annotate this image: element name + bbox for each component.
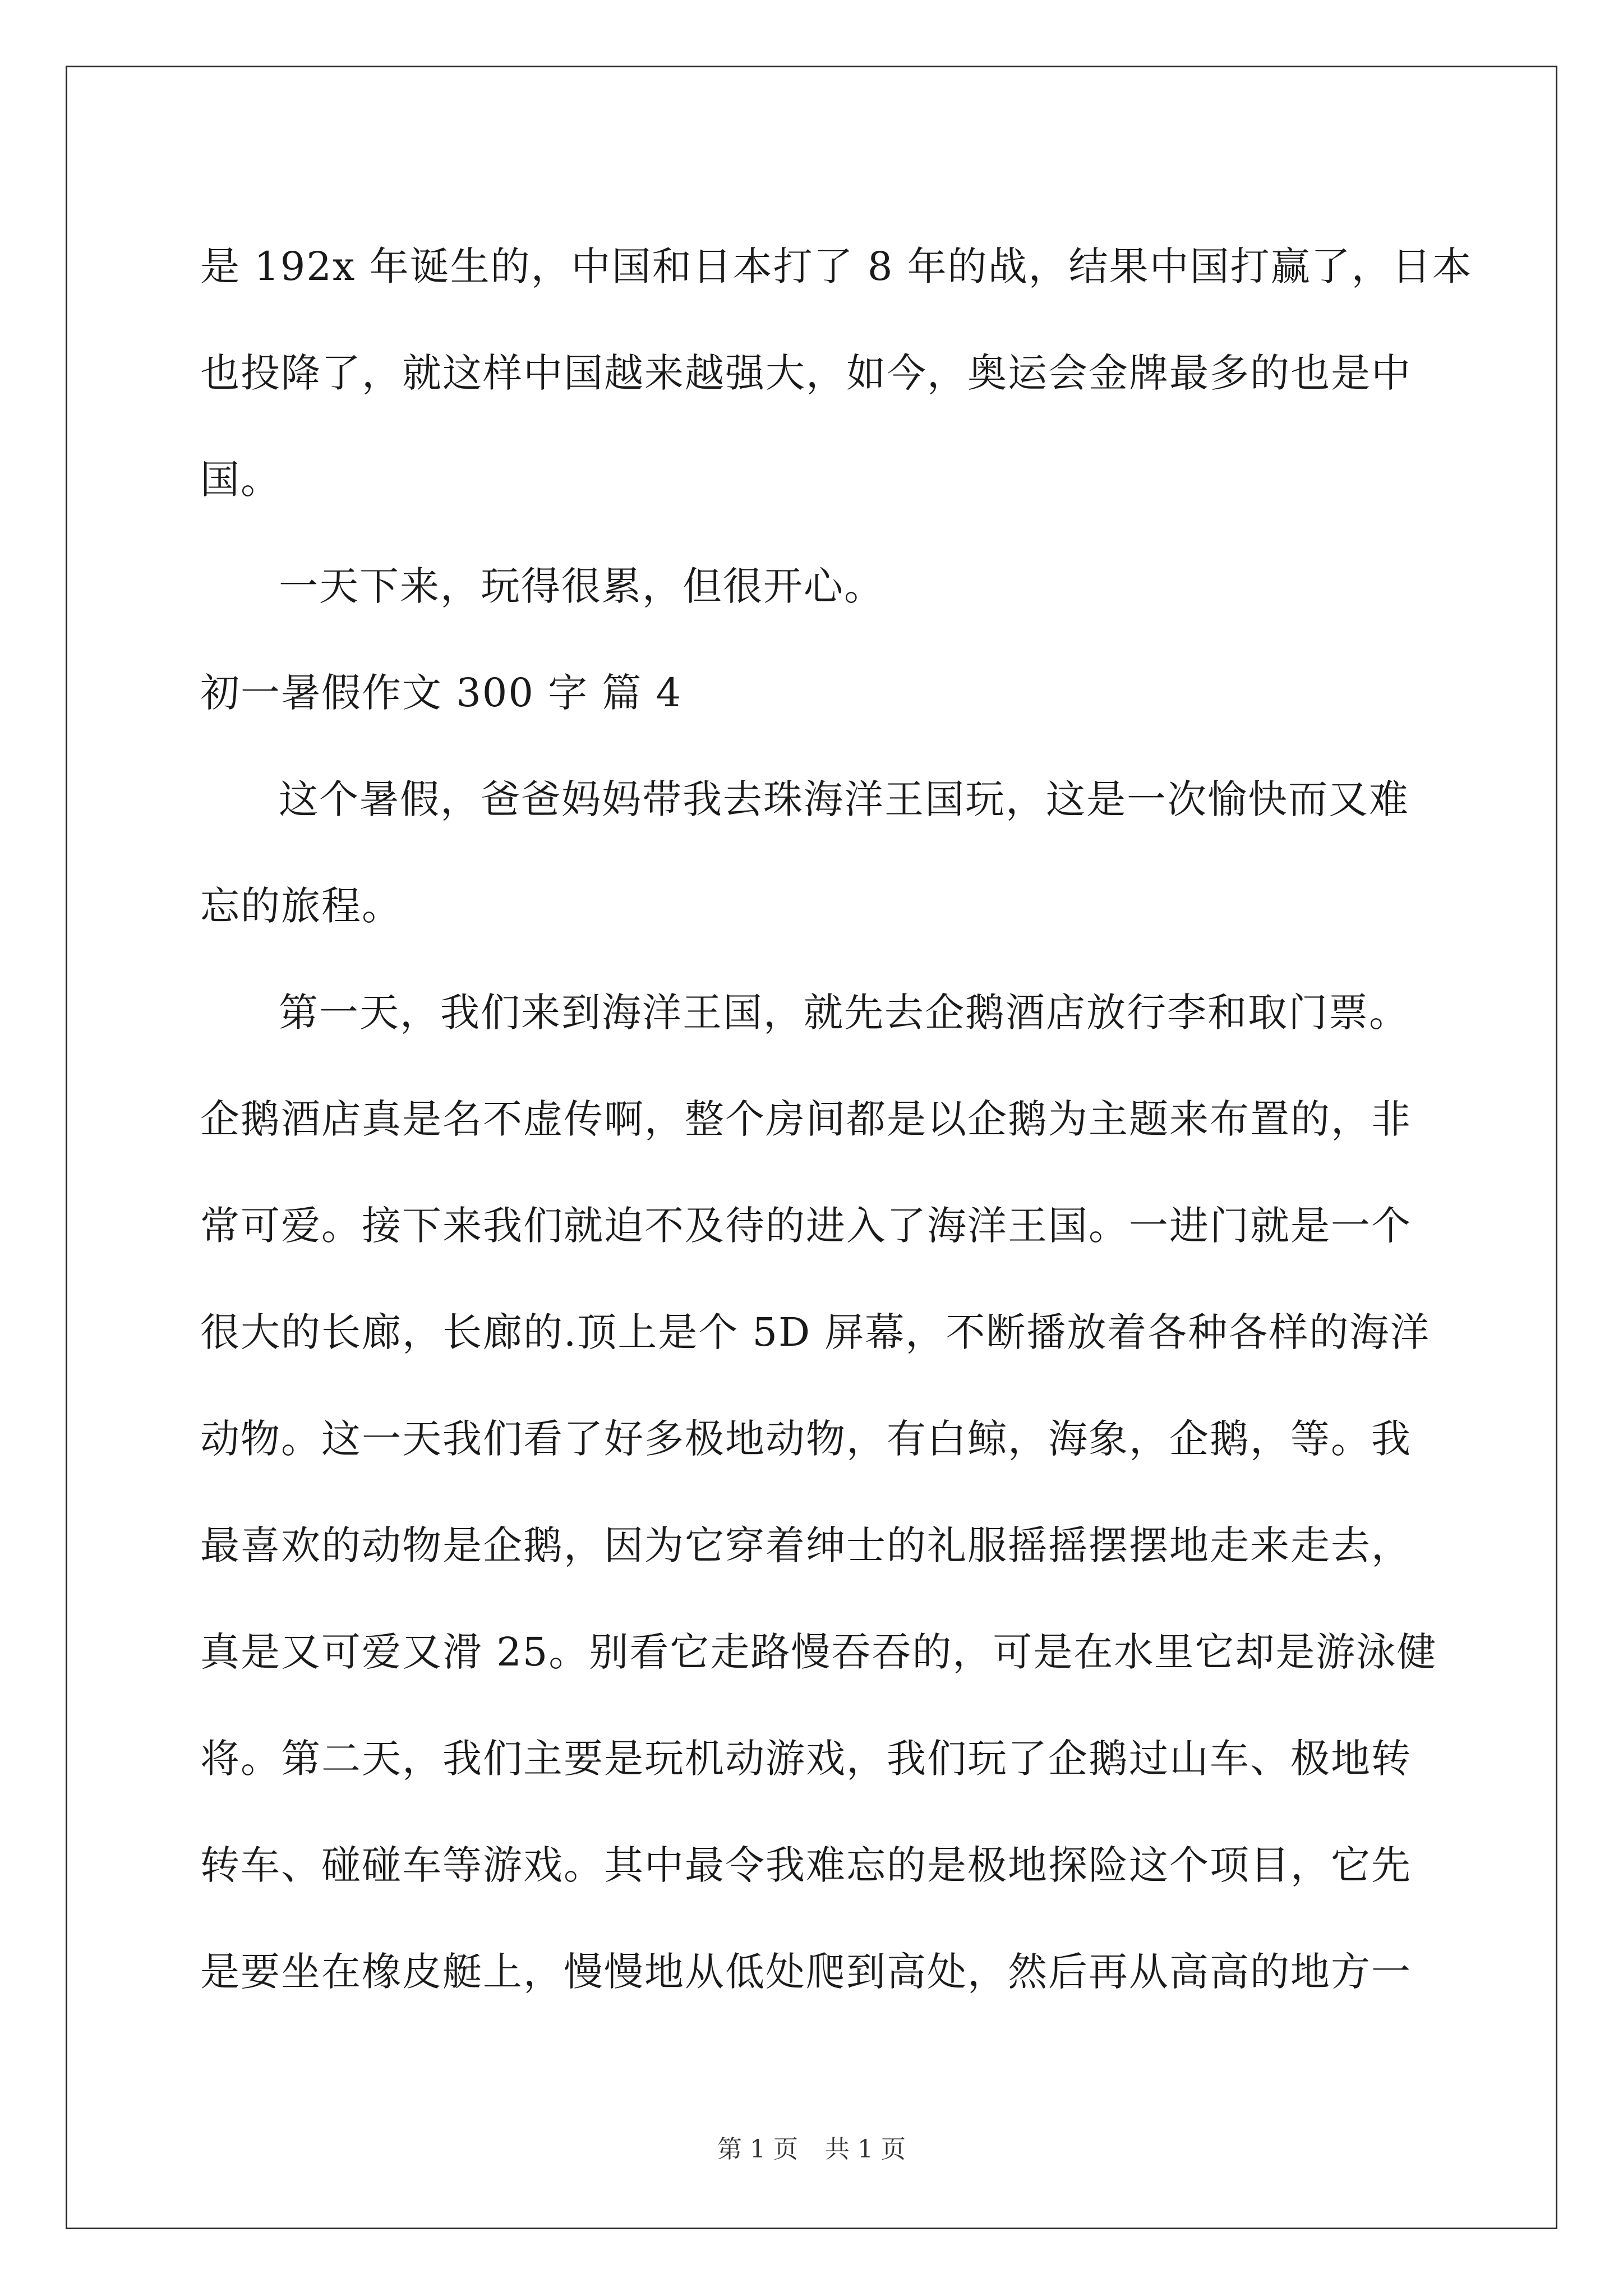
text-line: 真是又可爱又滑 25。别看它走路慢吞吞的，可是在水里它却是游泳健 [200, 1629, 1437, 1675]
section-heading: 初一暑假作文 300 字 篇 4 [200, 670, 683, 716]
document-body [200, 213, 1473, 2025]
text-line: 第一天，我们来到海洋王国，就先去企鹅酒店放行李和取门票。 [279, 990, 1409, 1036]
text-line: 将。第二天，我们主要是玩机动游戏，我们玩了企鹅过山车、极地转 [200, 1736, 1412, 1782]
text-line: 是 192x 年诞生的，中国和日本打了 8 年的战，结果中国打赢了，日本 [200, 243, 1473, 289]
text-line: 是要坐在橡皮艇上，慢慢地从低处爬到高处，然后再从高高的地方一 [200, 1949, 1412, 1995]
text-line: 这个暑假，爸爸妈妈带我去珠海洋王国玩，这是一次愉快而又难 [279, 776, 1409, 822]
text-line: 最喜欢的动物是企鹅，因为它穿着绅士的礼服摇摇摆摆地走来走去， [200, 1522, 1412, 1568]
text-line: 一天下来，玩得很累，但很开心。 [279, 563, 884, 609]
page-number: 第 1 页 [717, 2135, 798, 2164]
text-line: 企鹅酒店真是名不虚传啊，整个房间都是以企鹅为主题来布置的，非 [200, 1096, 1412, 1142]
text-line: 很大的长廊，长廊的.顶上是个 5D 屏幕，不断播放着各种各样的海洋 [200, 1309, 1431, 1355]
text-line: 常可爱。接下来我们就迫不及待的进入了海洋王国。一进门就是一个 [200, 1203, 1412, 1249]
page-total: 共 1 页 [825, 2135, 906, 2164]
text-line: 忘的旅程。 [200, 883, 402, 929]
text-line: 动物。这一天我们看了好多极地动物，有白鲸，海象，企鹅，等。我 [200, 1416, 1412, 1462]
page-footer [0, 2129, 1623, 2165]
text-line: 也投降了，就这样中国越来越强大，如今，奥运会金牌最多的也是中 [200, 350, 1412, 396]
text-line: 国。 [200, 457, 281, 503]
text-line: 转车、碰碰车等游戏。其中最令我难忘的是极地探险这个项目，它先 [200, 1842, 1412, 1888]
